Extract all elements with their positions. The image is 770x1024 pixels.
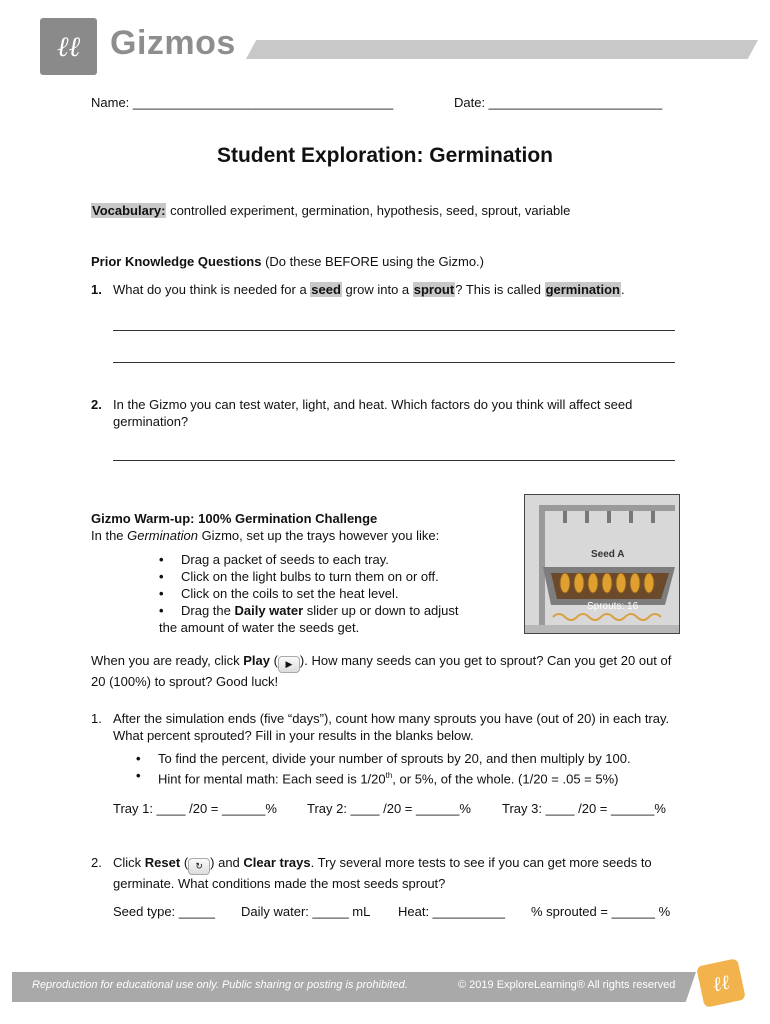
- gizmos-logo-icon: ℓℓ: [40, 18, 97, 75]
- warmup-heading: Gizmo Warm-up: 100% Germination Challenge: [91, 511, 378, 526]
- tray2-blank[interactable]: Tray 2: ____ /20 = ______%: [307, 801, 471, 816]
- heat-blank[interactable]: Heat: __________: [398, 904, 505, 919]
- gizmo-screenshot: [524, 494, 680, 634]
- vocabulary-label: Vocabulary:: [92, 203, 166, 218]
- prior-heading-note: (Do these BEFORE using the Gizmo.): [261, 254, 484, 269]
- q2-text: Click Reset ( ↻ ) and Clear trays. Try several more tests to see if you can get more seeds to germinate. What conditions made the most seeds sprout?: [113, 855, 652, 891]
- page-title: Student Exploration: Germination: [216, 144, 553, 167]
- footer-copyright: © 2019 ExploreLearning® All rights reserved: [458, 979, 676, 991]
- seed-label: Seed A: [591, 549, 625, 560]
- warmup-bullets: [159, 551, 499, 636]
- q1-text: After the simulation ends (five “days”), count how many sprouts you have (out of 20) in each tray. What percent sprouted? Fill in your results in the blanks below.: [113, 711, 670, 743]
- warmup-instructions: When you are ready, click Play ( ▶ ). How many seeds can you get to sprout? Can you get 20 out of 20 (100%) to sprout? Good luck!: [91, 653, 672, 689]
- gizmos-logo-text: Gizmos: [110, 24, 236, 62]
- sprouts-count-label: Sprouts: 16: [587, 601, 639, 612]
- reset-icon: ↻: [188, 858, 210, 875]
- tray3-blank[interactable]: Tray 3: ____ /20 = ______%: [502, 801, 666, 816]
- list-item: • Drag a packet of seeds to each tray.: [159, 551, 499, 568]
- percent-sprouted-blank[interactable]: % sprouted = ______ %: [531, 904, 671, 919]
- vocab-germination: germination: [545, 282, 620, 297]
- q1-bullets: [136, 750, 681, 787]
- header-bar: [246, 40, 758, 59]
- vocabulary-text: controlled experiment, germination, hypothesis, seed, sprout, variable: [166, 203, 571, 218]
- prior-q2-text: In the Gizmo you can test water, light, and heat. Which factors do you think will affect seed germination?: [113, 397, 633, 429]
- list-item: • Click on the light bulbs to turn them on or off.: [159, 568, 499, 585]
- answer-line[interactable]: [113, 330, 675, 331]
- answer-line[interactable]: [113, 362, 675, 363]
- date-field[interactable]: Date: ________________________: [454, 95, 663, 110]
- prior-q2-number: 2.: [91, 397, 102, 412]
- answer-line[interactable]: [113, 460, 675, 461]
- germination-tray-illustration: [525, 495, 679, 633]
- footer-disclaimer: Reproduction for educational use only. Public sharing or posting is prohibited.: [32, 979, 408, 991]
- warmup-intro: In the Germination Gizmo, set up the trays however you like:: [91, 528, 440, 543]
- tray1-blank[interactable]: Tray 1: ____ /20 = ______%: [113, 801, 277, 816]
- seed-type-blank[interactable]: Seed type: _____: [113, 904, 215, 919]
- play-icon: ▶: [278, 656, 300, 673]
- list-item: • To find the percent, divide your number of sprouts by 20, and then multiply by 100.: [136, 750, 681, 767]
- list-item: • Hint for mental math: Each seed is 1/20th, or 5%, of the whole. (1/20 = .05 = 5%): [136, 767, 681, 787]
- q2-number: 2.: [91, 855, 102, 870]
- list-item-continuation: the amount of water the seeds get.: [159, 620, 360, 635]
- prior-q1-number: 1.: [91, 282, 102, 297]
- vocabulary: [91, 202, 570, 219]
- name-field[interactable]: Name: ____________________________________: [91, 95, 394, 110]
- vocab-seed: seed: [311, 282, 341, 297]
- list-item: • Drag the Daily water slider up or down to adjust: [159, 602, 499, 619]
- daily-water-blank[interactable]: Daily water: _____ mL: [241, 904, 371, 919]
- q1-number: 1.: [91, 711, 102, 726]
- vocab-sprout: sprout: [413, 282, 455, 297]
- explorelearning-logo-icon: ℓℓ: [696, 958, 746, 1008]
- prior-heading-text: Prior Knowledge Questions: [91, 254, 262, 269]
- prior-knowledge-heading: [91, 253, 484, 270]
- list-item: • Click on the coils to set the heat level.: [159, 585, 499, 602]
- prior-q1-text: What do you think is needed for a seed grow into a sprout? This is called germination.: [113, 282, 625, 297]
